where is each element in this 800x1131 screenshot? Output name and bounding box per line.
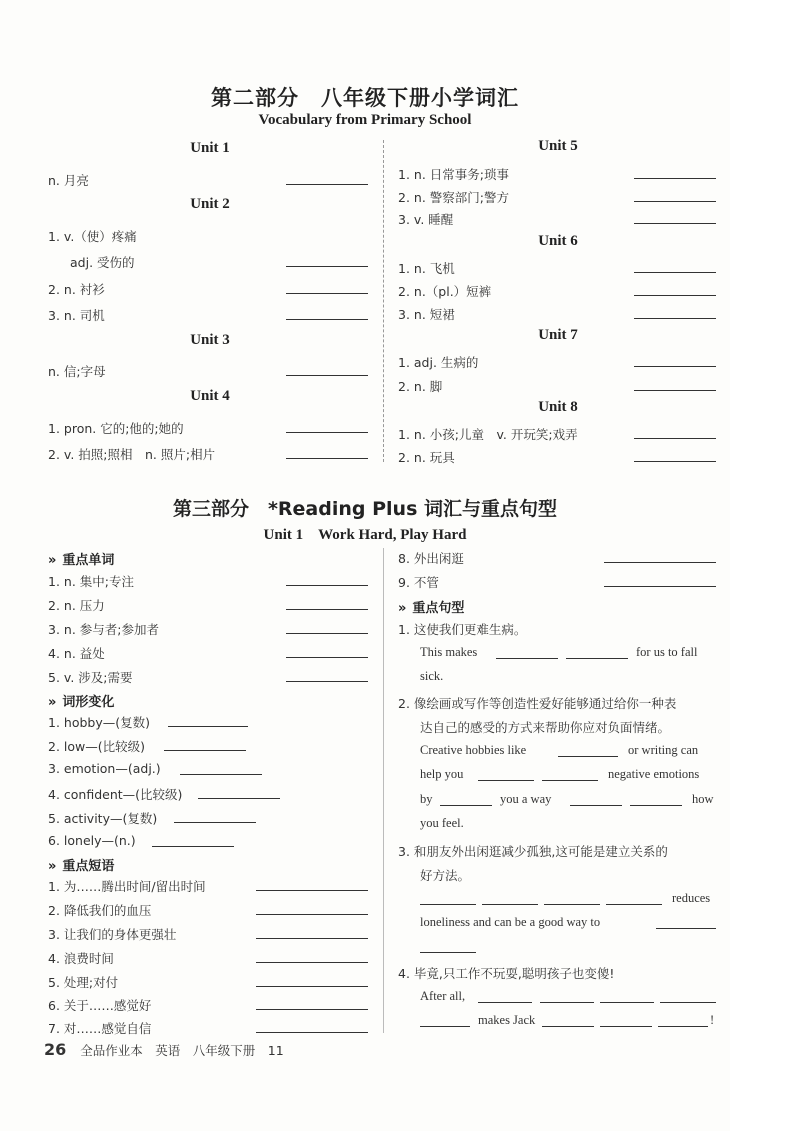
answer-blank[interactable] xyxy=(180,774,262,775)
sentence-text: how xyxy=(692,792,714,806)
answer-blank[interactable] xyxy=(634,318,716,319)
sentence-text: Creative hobbies like xyxy=(420,743,527,757)
vocab-item: n. 月亮 xyxy=(48,173,89,188)
answer-blank[interactable] xyxy=(604,562,716,563)
section-heading-sentences: » 重点句型 xyxy=(398,601,465,616)
answer-blank[interactable] xyxy=(630,805,682,806)
answer-blank[interactable] xyxy=(634,223,716,224)
part3-subtitle: Unit 1 Work Hard, Play Hard xyxy=(263,527,467,543)
answer-blank[interactable] xyxy=(634,438,716,439)
answer-blank[interactable] xyxy=(286,681,368,682)
answer-blank[interactable] xyxy=(164,750,246,751)
answer-blank[interactable] xyxy=(286,585,368,586)
phrase-item: 3. 让我们的身体更强壮 xyxy=(48,927,177,942)
answer-blank[interactable] xyxy=(542,1026,594,1027)
answer-blank[interactable] xyxy=(286,609,368,610)
answer-blank[interactable] xyxy=(174,822,256,823)
word-item: 1. n. 集中;专注 xyxy=(48,574,134,589)
answer-blank[interactable] xyxy=(634,461,716,462)
answer-blank[interactable] xyxy=(152,846,234,847)
sentence-text: help you xyxy=(420,767,464,781)
form-item: 6. lonely—(n.) xyxy=(48,833,136,848)
answer-blank[interactable] xyxy=(256,962,368,963)
answer-blank[interactable] xyxy=(634,272,716,273)
unit-heading: Unit 2 xyxy=(190,196,230,212)
answer-blank[interactable] xyxy=(634,201,716,202)
form-item: 2. low—(比较级) xyxy=(48,739,145,754)
answer-blank[interactable] xyxy=(634,390,716,391)
vocab-item: 2. v. 拍照;照相 n. 照片;相片 xyxy=(48,447,216,462)
answer-blank[interactable] xyxy=(286,432,368,433)
sentence-text: sick. xyxy=(420,669,444,683)
unit-heading: Unit 7 xyxy=(538,327,578,343)
vocab-item: 3. n. 短裙 xyxy=(398,307,455,322)
sentence-prompt: 1. 这使我们更难生病。 xyxy=(398,622,527,637)
answer-blank[interactable] xyxy=(286,293,368,294)
sentence-text: loneliness and can be a good way to xyxy=(420,915,601,929)
page-footer xyxy=(44,1040,284,1059)
sentence-text: for us to fall xyxy=(636,645,698,659)
answer-blank[interactable] xyxy=(286,319,368,320)
phrase-item: 2. 降低我们的血压 xyxy=(48,903,152,918)
unit-heading: Unit 8 xyxy=(538,399,578,415)
form-item: 4. confident—(比较级) xyxy=(48,787,183,802)
sentence-text: reduces xyxy=(672,891,711,905)
double-chevron-icon: » xyxy=(48,553,57,568)
vocab-item: 1. pron. 它的;他的;她的 xyxy=(48,421,184,436)
answer-blank[interactable] xyxy=(286,375,368,376)
answer-blank[interactable] xyxy=(634,178,716,179)
vocab-item: 3. v. 睡醒 xyxy=(398,212,454,227)
vocab-item: 2. n. 衬衫 xyxy=(48,282,105,297)
sentence-text: by xyxy=(420,792,433,806)
phrase-item: 4. 浪费时间 xyxy=(48,951,114,966)
answer-blank[interactable] xyxy=(198,798,280,799)
phrase-item: 7. 对……感觉自信 xyxy=(48,1021,152,1036)
vocab-item: 1. v.（使）疼痛 xyxy=(48,229,137,244)
answer-blank[interactable] xyxy=(256,986,368,987)
answer-blank[interactable] xyxy=(256,1009,368,1010)
sentence-prompt: 4. 毕竟,只工作不玩耍,聪明孩子也变傻! xyxy=(398,966,615,981)
double-chevron-icon: » xyxy=(48,695,57,710)
sentence-text: you a way xyxy=(500,792,552,806)
answer-blank[interactable] xyxy=(482,904,538,905)
book-title: 全品作业本 英语 八年级下册 11 xyxy=(80,1043,284,1058)
unit-heading: Unit 3 xyxy=(190,332,230,348)
answer-blank[interactable] xyxy=(286,633,368,634)
vocab-item: adj. 受伤的 xyxy=(70,255,135,270)
vocab-item: 3. n. 司机 xyxy=(48,308,105,323)
part2-title: 第二部分 八年级下册小学词汇 xyxy=(211,86,519,110)
answer-blank[interactable] xyxy=(440,805,492,806)
double-chevron-icon: » xyxy=(48,859,57,874)
answer-blank[interactable] xyxy=(496,658,558,659)
column-divider xyxy=(383,140,384,462)
sentence-text: After all, xyxy=(420,989,466,1003)
answer-blank[interactable] xyxy=(168,726,248,727)
word-item: 4. n. 益处 xyxy=(48,646,105,661)
answer-blank[interactable] xyxy=(604,586,716,587)
answer-blank[interactable] xyxy=(540,1002,594,1003)
answer-blank[interactable] xyxy=(634,366,716,367)
answer-blank[interactable] xyxy=(600,1026,652,1027)
answer-blank[interactable] xyxy=(420,952,476,953)
section-heading-phrases: » 重点短语 xyxy=(48,859,115,874)
answer-blank[interactable] xyxy=(606,904,662,905)
sentence-text: This makes xyxy=(420,645,478,659)
sentence-text: you feel. xyxy=(420,816,464,830)
answer-blank[interactable] xyxy=(420,904,476,905)
sentence-text: makes Jack xyxy=(478,1013,536,1027)
vocab-item: 2. n. 警察部门;警方 xyxy=(398,190,509,205)
answer-blank[interactable] xyxy=(570,805,622,806)
answer-blank[interactable] xyxy=(600,1002,654,1003)
column-divider xyxy=(383,548,384,1033)
answer-blank[interactable] xyxy=(656,928,716,929)
answer-blank[interactable] xyxy=(256,914,368,915)
phrase-item: 9. 不管 xyxy=(398,575,439,590)
unit-heading: Unit 5 xyxy=(538,138,578,154)
answer-blank[interactable] xyxy=(256,890,368,891)
answer-blank[interactable] xyxy=(658,1026,708,1027)
sentence-prompt: 好方法。 xyxy=(420,868,471,883)
answer-blank[interactable] xyxy=(286,657,368,658)
vocab-item: 2. n.（pl.）短裤 xyxy=(398,284,492,299)
unit-heading: Unit 6 xyxy=(538,233,578,249)
sentence-text: or writing can xyxy=(628,743,699,757)
unit-heading: Unit 4 xyxy=(190,388,230,404)
answer-blank[interactable] xyxy=(634,295,716,296)
answer-blank[interactable] xyxy=(286,184,368,185)
word-item: 5. v. 涉及;需要 xyxy=(48,670,133,685)
double-chevron-icon: » xyxy=(398,601,407,616)
sentence-text: ! xyxy=(710,1013,715,1027)
unit-heading: Unit 1 xyxy=(190,140,230,156)
answer-blank[interactable] xyxy=(558,756,618,757)
vocab-item: 1. n. 小孩;儿童 v. 开玩笑;戏弄 xyxy=(398,427,578,442)
vocab-item: 1. n. 日常事务;琐事 xyxy=(398,167,509,182)
page-margin xyxy=(730,0,800,1131)
phrase-item: 8. 外出闲逛 xyxy=(398,551,464,566)
phrase-item: 6. 关于……感觉好 xyxy=(48,998,152,1013)
answer-blank[interactable] xyxy=(542,780,598,781)
form-item: 5. activity—(复数) xyxy=(48,811,158,826)
page-number: 26 xyxy=(44,1040,67,1059)
sentence-prompt: 3. 和朋友外出闲逛减少孤独,这可能是建立关系的 xyxy=(398,844,668,859)
word-item: 2. n. 压力 xyxy=(48,598,105,613)
part3-title: 第三部分 *Reading Plus 词汇与重点句型 xyxy=(172,498,558,520)
phrase-item: 5. 处理;对付 xyxy=(48,975,119,990)
section-heading-words: » 重点单词 xyxy=(48,553,115,568)
word-item: 3. n. 参与者;参加者 xyxy=(48,622,159,637)
form-item: 1. hobby—(复数) xyxy=(48,715,150,730)
vocab-item: 2. n. 玩具 xyxy=(398,450,455,465)
answer-blank[interactable] xyxy=(478,1002,532,1003)
answer-blank[interactable] xyxy=(566,658,628,659)
answer-blank[interactable] xyxy=(256,1032,368,1033)
section-heading-forms: » 词形变化 xyxy=(48,695,115,710)
vocab-item: 1. n. 飞机 xyxy=(398,261,455,276)
form-item: 3. emotion—(adj.) xyxy=(48,761,161,776)
answer-blank[interactable] xyxy=(478,780,534,781)
part2-subtitle: Vocabulary from Primary School xyxy=(258,112,472,128)
vocab-item: n. 信;字母 xyxy=(48,364,106,379)
answer-blank[interactable] xyxy=(660,1002,716,1003)
sentence-prompt: 达自己的感受的方式来帮助你应对负面情绪。 xyxy=(420,720,671,735)
sentence-text: negative emotions xyxy=(608,767,700,781)
answer-blank[interactable] xyxy=(420,1026,470,1027)
answer-blank[interactable] xyxy=(544,904,600,905)
vocab-item: 1. adj. 生病的 xyxy=(398,355,479,370)
answer-blank[interactable] xyxy=(286,266,368,267)
answer-blank[interactable] xyxy=(256,938,368,939)
answer-blank[interactable] xyxy=(286,458,368,459)
sentence-prompt: 2. 像绘画或写作等创造性爱好能够通过给你一种表 xyxy=(398,696,677,711)
vocab-item: 2. n. 脚 xyxy=(398,379,443,394)
phrase-item: 1. 为……腾出时间/留出时间 xyxy=(48,879,206,894)
